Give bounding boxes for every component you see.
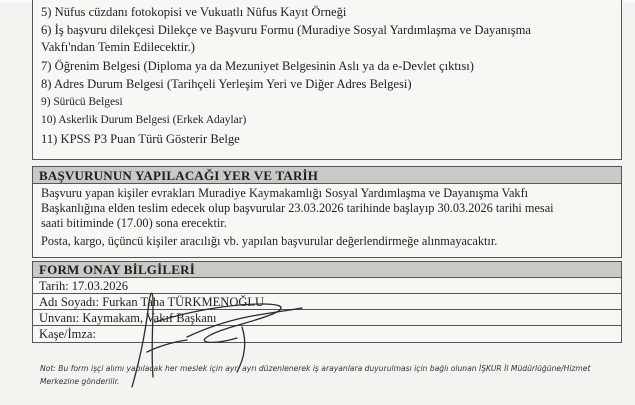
form-approval-heading: FORM ONAY BİLGİLERİ [33, 262, 621, 278]
approval-name-row: Adı Soyadı: Furkan Taha TÜRKMENOĞLU [33, 294, 621, 310]
footnote-line-2: Merkezine gönderilir. [40, 377, 120, 386]
document-item-6: 6) İş başvuru dilekçesi Dilekçe ve Başvuru Formu (Muradiye Sosyal Yardımlaşma ve Dayanışma [41, 23, 532, 37]
application-line-3: saati bitiminde (17.00) sona erecektir. [41, 216, 227, 230]
application-place-heading: BAŞVURUNUN YAPILACAĞI YER VE TARİH [33, 167, 621, 184]
required-documents-box [32, 0, 622, 160]
document-item-7: 7) Öğrenim Belgesi (Diploma ya da Mezuniyet Belgesinin Aslı ya da e-Devlet çıktısı) [41, 59, 474, 73]
approval-date-row: Tarih: 17.03.2026 [33, 278, 621, 294]
document-item-11: 11) KPSS P3 Puan Türü Gösterir Belge [41, 132, 240, 146]
approval-stamp-signature-row: Kaşe/İmza: [39, 327, 96, 341]
application-notice: Posta, kargo, üçüncü kişiler aracılığı vb. yapılan başvurular değerlendirmeğe alınmayacaktır. [41, 234, 498, 248]
application-place-box [32, 166, 622, 258]
application-line-2: Başkanlığına elden teslim edecek olup başvurular 23.03.2026 tarihinde başlayıp 30.03.2026 tarihi mesai [41, 201, 554, 215]
document-item-6-continued: Vakfı'ndan Temin Edilecektir.) [41, 40, 195, 54]
form-approval-box [32, 261, 622, 343]
application-line-1: Başvuru yapan kişiler evrakları Muradiye Kaymakamlığı Sosyal Yardımlaşma ve Dayanışma Vakfı [41, 186, 529, 200]
footnote [40, 362, 620, 388]
document-item-5: 5) Nüfus cüzdanı fotokopisi ve Vukuatlı Nüfus Kayıt Örneği [41, 5, 347, 19]
approval-title-row: Unvanı: Kaymakam, Vakıf Başkanı [33, 310, 621, 326]
document-item-8: 8) Adres Durum Belgesi (Tarihçeli Yerleşim Yeri ve Diğer Adres Belgesi) [41, 77, 412, 91]
document-item-10: 10) Askerlik Durum Belgesi (Erkek Adaylar) [41, 114, 247, 126]
document-page [32, 0, 622, 405]
document-item-9: 9) Sürücü Belgesi [41, 96, 123, 108]
footnote-line-1: Not: Bu form işçi alımı yapılacak her meslek için ayrı ayrı düzenlenerek iş arayanlara duyurulması için bağlı olunan İŞKUR İl Müdürlüğüne/Hizmet [40, 364, 591, 373]
